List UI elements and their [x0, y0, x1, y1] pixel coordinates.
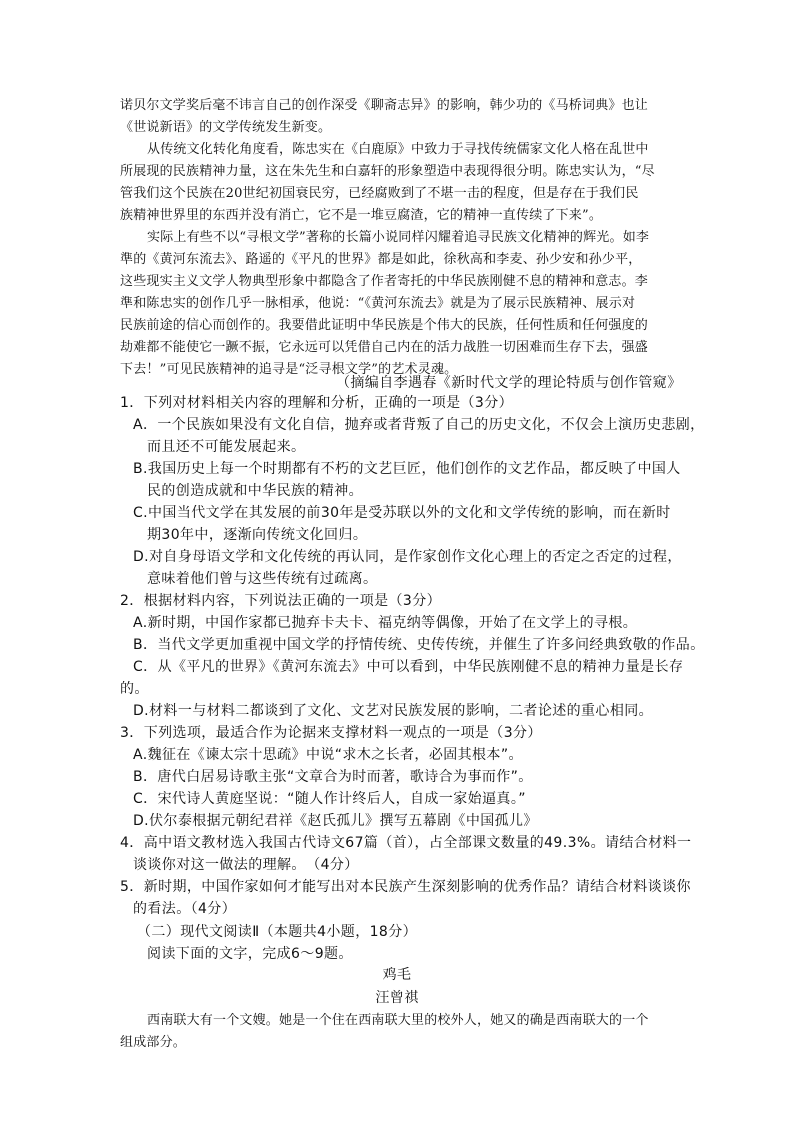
article-line: 实际上有些不以“寻根文学”著称的长篇小说同样闪耀着追寻民族文化精神的辉光。如李	[147, 230, 650, 245]
option-line: D.伏尔泰根据元朝纪君祥《赵氏孤儿》撰写五幕剧《中国孤儿》	[133, 813, 538, 829]
option-line: D.对自身母语文学和文化传统的再认同，是作家创作文化心理上的否定之否定的过程，	[133, 549, 682, 565]
question-5: 5．新时期，中国作家如何才能写出对本民族产生深刻影响的优秀作品？请结合材料谈谈你	[120, 879, 691, 895]
option-line: 意味着他们曾与这些传统有过疏离。	[147, 571, 378, 587]
article-line: 下去！”可见民族精神的追寻是“泛寻根文学”的艺术灵魂。	[120, 362, 458, 377]
question-line: 谈谈你对这一做法的理解。 （4分）	[133, 857, 359, 873]
question-1: 1．下列对材料相关内容的理解和分析，正确的一项是（3分）	[120, 395, 514, 411]
option-line: B.我国历史上每一个时期都有不朽的文艺巨匠，他们创作的文艺作品，都反映了中国人	[133, 461, 681, 477]
article-line: 所展现的民族精神力量，这在朱先生和白嘉轩的形象塑造中表现得很分明。陈忠实认为，“尽	[120, 164, 655, 179]
option-line: B．当代文学更加重视中国文学的抒情传统、史传传统，并催生了许多问经典致敬的作品。	[133, 637, 705, 653]
story-title: 鸡毛	[382, 967, 412, 983]
article-line: 这些现实主义文学人物典型形象中都隐含了作者寄托的中华民族刚健不息的精神和意志。李	[120, 274, 649, 289]
option-line: B．唐代白居易诗歌主张“文章合为时而著，歌诗合为事而作”。	[133, 769, 533, 785]
story-line: 西南联大有一个文嫂。她是一个住在西南联大里的校外人，她又的确是西南联大的一个	[147, 1013, 649, 1028]
option-line: A.新时期，中国作家都已抛弃卡夫卡、福克纳等偶像，开始了在文学上的寻根。	[133, 615, 638, 631]
option-line: C.中国当代文学在其发展的前30年是受苏联以外的文化和文学传统的影响，而在新时	[133, 505, 671, 521]
option-line: 民的创造成就和中华民族的精神。	[147, 483, 363, 499]
option-line: C．从《平凡的世界》《黄河东流去》中可以看到，中华民族刚健不息的精神力量是长存	[133, 659, 684, 675]
article-line: 诺贝尔文学奖后毫不讳言自己的创作深受《聊斋志异》的影响，韩少功的《马桥词典》也让	[120, 98, 649, 113]
option-line: C．宋代诗人黄庭坚说：“随人作计终后人，自成一家始逼真。”	[133, 791, 526, 807]
article-line: 準的《黄河东流去》、路遥的《平凡的世界》都是如此，徐秋高和李麦、孙少安和孙少平，	[120, 252, 642, 267]
article-line: 劫难都不能使它一蹶不振，它永远可以凭借自己内在的活力战胜一切困难而生存下去，强盛	[120, 340, 649, 355]
option-line: 而且还不可能发展起来。	[147, 439, 306, 455]
article-line: 《世说新语》的文学传统发生新变。	[120, 120, 332, 135]
question-3: 3．下列选项，最适合作为论据来支撑材料一观点的一项是（3分）	[120, 725, 542, 741]
option-line: A.魏征在《谏太宗十思疏》中说“求木之长者，必固其根本”。	[133, 747, 523, 763]
option-line: D.材料一与材料二都谈到了文化、文艺对民族发展的影响，二者论述的重心相同。	[133, 703, 654, 719]
story-author: 汪曾祺	[375, 990, 419, 1006]
question-line: 的看法。（4分）	[133, 901, 237, 917]
option-line: 期30年中，逐渐向传统文化回归。	[147, 527, 368, 543]
article-line: 族精神世界里的东西并没有消亡，它不是一堆豆腐渣，它的精神一直传续了下来”。	[120, 208, 603, 223]
question-4: 4．高中语文教材选入我国古代诗文67篇（首），占全部课文数量的49.3%。请结合材料一	[120, 835, 692, 851]
article-line: 从传统文化转化角度看，陈忠实在《白鹿原》中致力于寻找传统儒家文化人格在乱世中	[147, 142, 649, 157]
story-line: 组成部分。	[120, 1035, 187, 1050]
article-line: 準和陈忠实的创作几乎一脉相承，他说：“《黄河东流去》就是为了展示民族精神、展示对	[120, 296, 636, 311]
article-line: 民族前途的信心而创作的。我要借此证明中华民族是个伟大的民族，任何性质和任何强度的	[120, 318, 649, 333]
article-source: （摘编自李遇春《新时代文学的理论特质与创作管窥》	[336, 375, 682, 391]
section-instruction: 阅读下面的文字，完成6～9题。	[147, 946, 353, 962]
section-heading: （二）现代文阅读Ⅱ（本题共4小题，18分）	[137, 924, 418, 940]
option-line: A．一个民族如果没有文化自信，抛弃或者背叛了自己的历史文化，不仅会上演历史悲剧，	[133, 417, 705, 433]
option-line: 的。	[120, 681, 149, 697]
article-line: 管我们这个民族在20世纪初国衰民穷，已经腐败到了不堪一击的程度，但是存在于我们民	[120, 186, 639, 201]
question-2: 2．根据材料内容，下列说法正确的一项是（3分）	[120, 593, 442, 609]
